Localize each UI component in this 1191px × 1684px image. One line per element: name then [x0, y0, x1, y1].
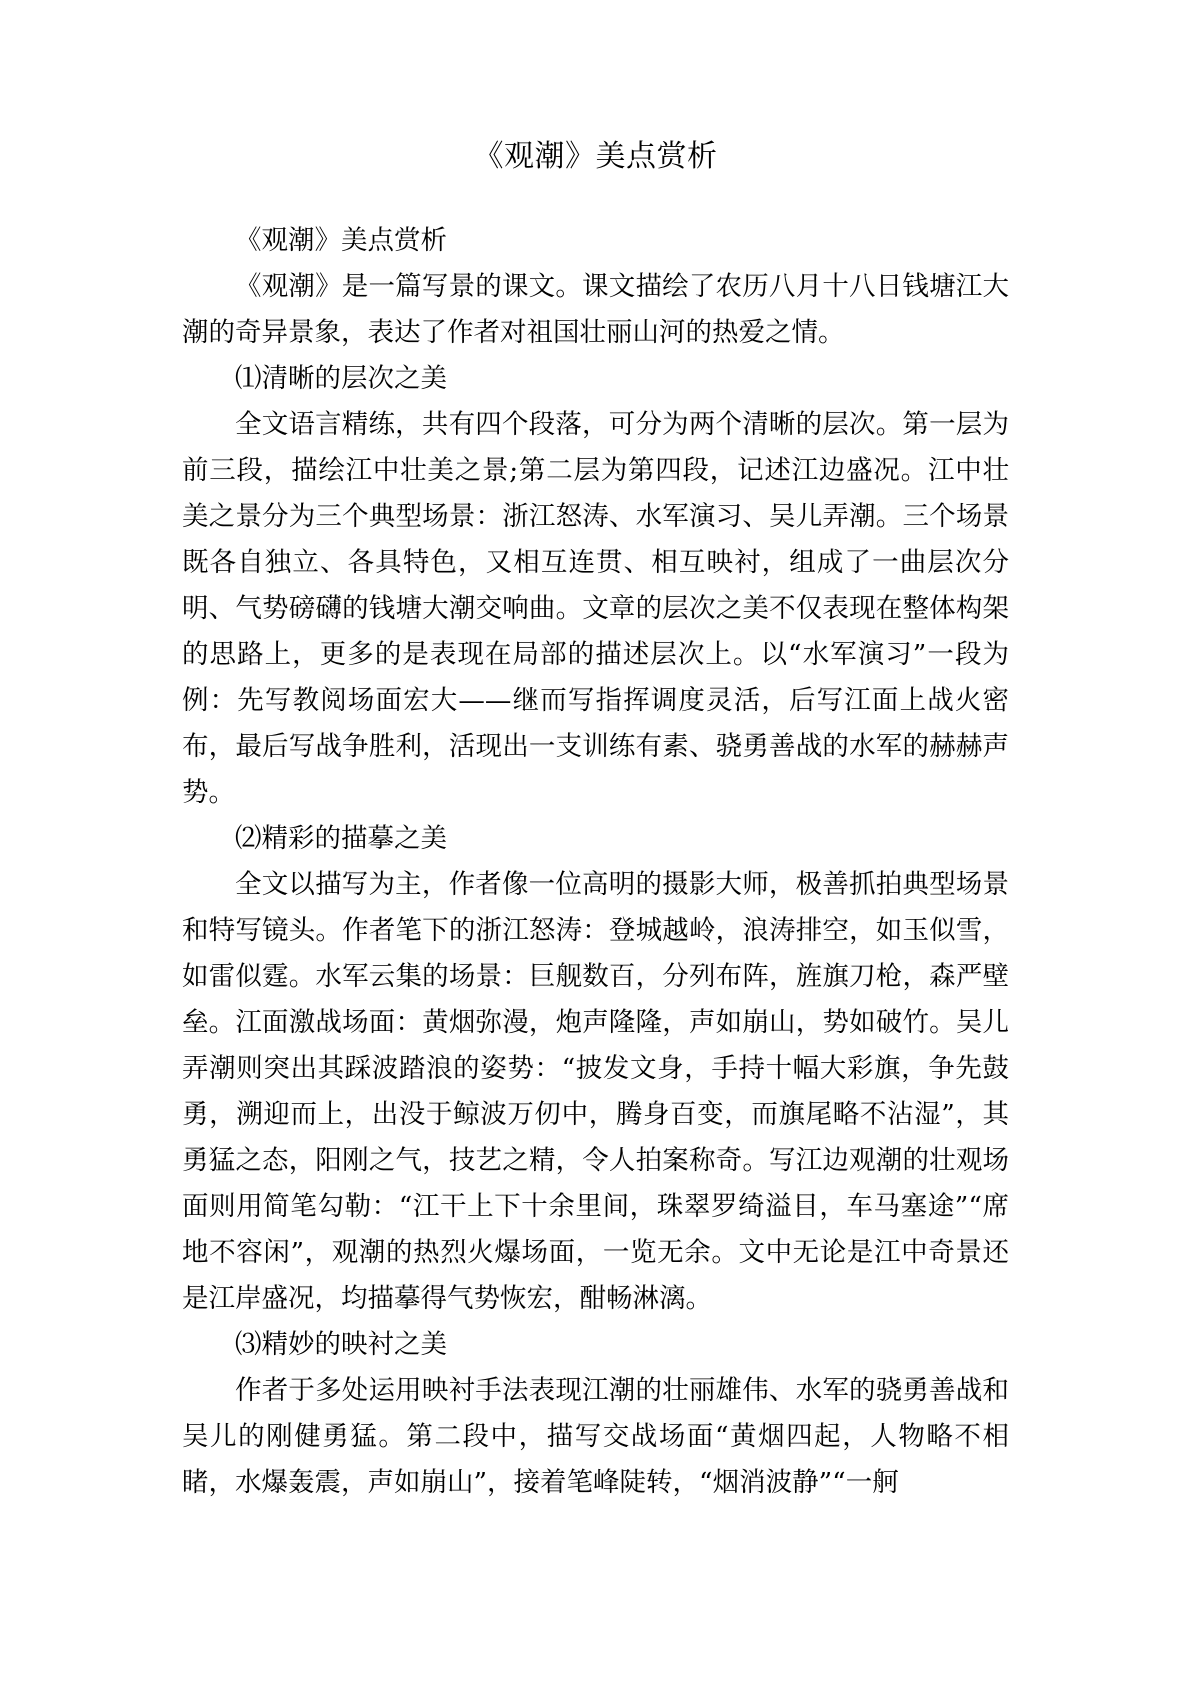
section-paragraph-3: 作者于多处运用映衬手法表现江潮的壮丽雄伟、水军的骁勇善战和吴儿的刚健勇猛。第二段中，描写交战场面“黄烟四起，人物略不相睹，水爆轰震，声如崩山”，接着笔峰陡转，“烟消波静”“一舸	[182, 1375, 1009, 1498]
intro-paragraph: 《观潮》是一篇写景的课文。课文描绘了农历八月十八日钱塘江大潮的奇异景象，表达了作者对祖国壮丽山河的热爱之情。	[182, 271, 1009, 348]
section-heading-1: ⑴清晰的层次之美	[235, 363, 447, 394]
section-heading-3: ⑶精妙的映衬之美	[235, 1329, 447, 1360]
section-paragraph-1: 全文语言精练，共有四个段落，可分为两个清晰的层次。第一层为前三段，描绘江中壮美之景;第二层为第四段，记述江边盛况。江中壮美之景分为三个典型场景：浙江怒涛、水军演习、吴儿弄潮。三个场景既各自独立、各具特色，又相互连贯、相互映衬，组成了一曲层次分明、气势磅礴的钱塘大潮交响曲。文章的层次之美不仅表现在整体构架的思路上，更多的是表现在局部的描述层次上。以“水军演习”一段为例：先写教阅场面宏大——继而写指挥调度灵活，后写江面上战火密布，最后写战争胜利，活现出一支训练有素、骁勇善战的水军的赫赫声势。	[182, 409, 1009, 808]
section-paragraph-2: 全文以描写为主，作者像一位高明的摄影大师，极善抓拍典型场景和特写镜头。作者笔下的浙江怒涛：登城越岭，浪涛排空，如玉似雪，如雷似霆。水军云集的场景：巨舰数百，分列布阵，旌旗刀枪，森严壁垒。江面激战场面：黄烟弥漫，炮声隆隆，声如崩山，势如破竹。吴儿弄潮则突出其踩波踏浪的姿势：“披发文身，手持十幅大彩旗，争先鼓勇，溯迎而上，出没于鲸波万仞中，腾身百变，而旗尾略不沾湿”，其勇猛之态，阳刚之气，技艺之精，令人拍案称奇。写江边观潮的壮观场面则用简笔勾勒：“江干上下十余里间，珠翠罗绮溢目，车马塞途”“席地不容闲”，观潮的热烈火爆场面，一览无余。文中无论是江中奇景还是江岸盛况，均描摹得气势恢宏，酣畅淋漓。	[182, 869, 1009, 1314]
document-body	[182, 218, 1009, 1506]
section-heading-2: ⑵精彩的描摹之美	[235, 823, 447, 854]
document-title: 《观潮》美点赏析	[473, 139, 718, 174]
subtitle-paragraph: 《观潮》美点赏析	[235, 225, 447, 256]
